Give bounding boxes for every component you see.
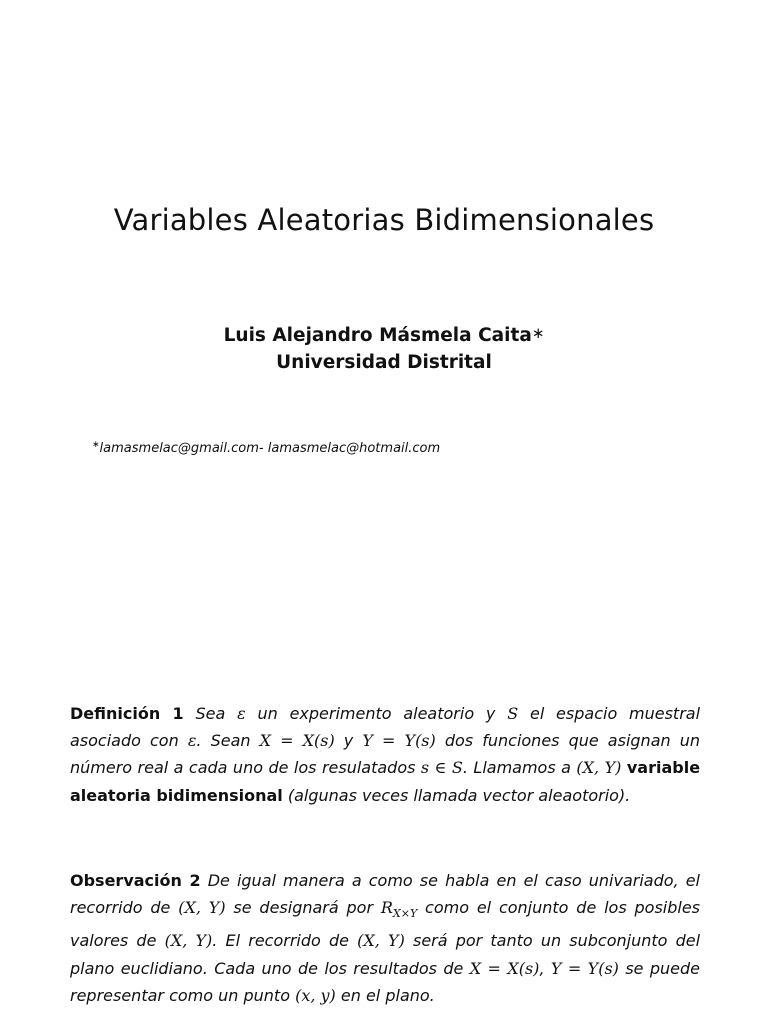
definition-term: variable aleatoria bidimensional — [70, 758, 701, 805]
math-pair-xy: (X, Y) — [164, 931, 213, 951]
math-y-function: Y = Y(s) — [550, 958, 619, 978]
observation-text: se puede representar como un punto — [70, 958, 701, 1005]
observation-text: . El recorrido de — [212, 931, 349, 951]
math-range-r — [380, 898, 418, 921]
math-point-xy: (x, y) — [295, 985, 336, 1005]
observation-text: en el plano. — [340, 985, 435, 1005]
author-name-line — [0, 322, 768, 349]
math-s-in-S: s ∈ S — [420, 758, 463, 778]
observation-text: será por tanto un subconjunto del plano euclidiano. Cada uno de los resultados de — [70, 931, 701, 978]
math-pair-xy: (X, Y) — [178, 898, 226, 918]
math-sample-space: S — [507, 704, 519, 723]
author-footnote-mark: ∗ — [531, 324, 545, 342]
observation-text: como el conjunto de los posibles valores de — [70, 898, 701, 951]
footnote-mark: ∗ — [92, 440, 100, 450]
footnote — [92, 441, 440, 456]
definition-text: (algunas veces llamada vector aleaotorio). — [287, 785, 631, 805]
author-block — [0, 322, 768, 376]
math-r-subscript: X×Y — [392, 907, 418, 921]
author-name: Luis Alejandro Másmela Caita — [223, 325, 532, 346]
definition-text: . Sean — [196, 731, 251, 751]
definition-label: Definición 1 — [70, 704, 184, 723]
definition-text: y — [343, 731, 354, 751]
paper-title: Variables Aleatorias Bidimensionales — [113, 203, 655, 237]
observation-body — [70, 871, 700, 1005]
footnote-emails: lamasmelac@gmail.com- lamasmelac@hotmail.com — [99, 441, 441, 456]
definition-text: un experimento aleatorio y — [257, 704, 496, 723]
definition-text: . Llamamos a — [462, 758, 571, 778]
observation-text: se designará por — [233, 898, 374, 918]
math-epsilon: ε — [187, 731, 197, 751]
observation-text: De igual manera a como se habla en el caso univariado, el recorrido de — [70, 871, 700, 918]
observation-paragraph — [70, 867, 700, 1009]
math-pair-xy: (X, Y) — [576, 758, 622, 778]
definition-text: Sea — [195, 704, 226, 723]
definition-text: dos funciones que asignan un número real a cada uno de los resulatados — [70, 731, 700, 778]
observation-text: , — [539, 958, 545, 978]
math-x-function: X = X(s) — [259, 731, 335, 751]
math-y-function: Y = Y(s) — [362, 731, 436, 751]
math-r: R — [380, 898, 393, 918]
definition-paragraph — [70, 700, 700, 809]
math-x-function: X = X(s) — [469, 958, 540, 978]
observation-label: Observación 2 — [70, 871, 201, 890]
math-pair-xy: (X, Y) — [357, 931, 405, 951]
definition-text: el espacio muestral asociado con — [70, 704, 701, 751]
author-affiliation: Universidad Distrital — [276, 352, 492, 373]
math-epsilon: ε — [237, 704, 246, 723]
